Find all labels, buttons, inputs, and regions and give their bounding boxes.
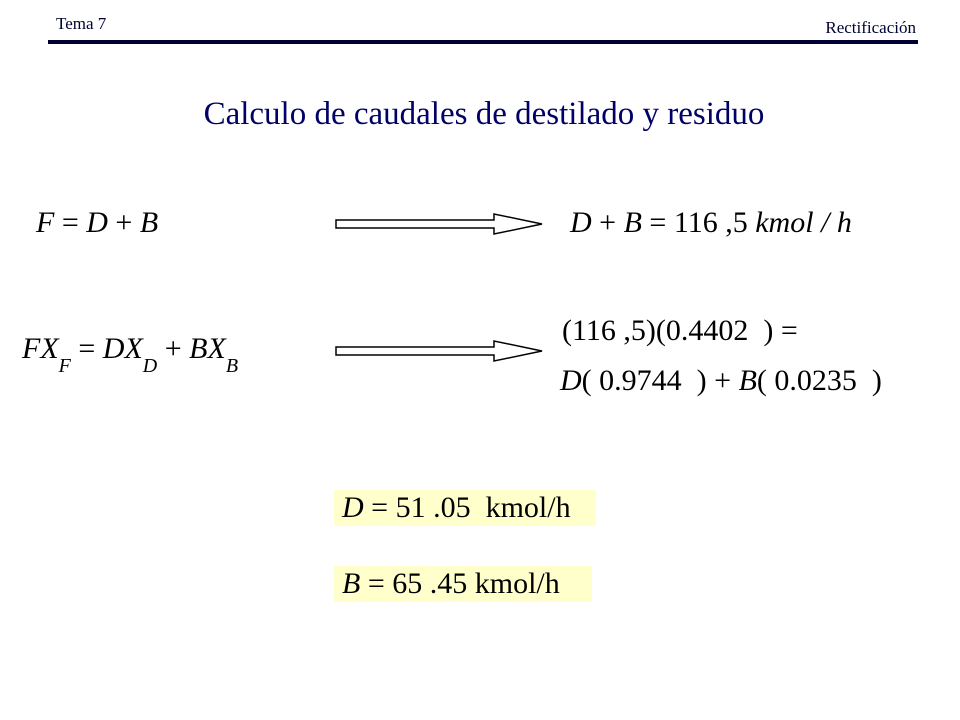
plus-sign: +	[599, 206, 617, 239]
result-D-var: D	[342, 491, 364, 524]
slide-title: Calculo de caudales de destilado y residuo	[203, 96, 765, 132]
component-balance-equation	[22, 332, 238, 378]
var-B: B	[623, 206, 642, 239]
component-result-line1: (116 ,5)(0.4402 ) =	[562, 314, 798, 347]
plus-sign: +	[164, 332, 182, 365]
subscript-D: D	[142, 355, 158, 377]
term-1: ( 0.9744 ) +	[581, 364, 739, 397]
result-B-value: = 65 .45 kmol/h	[360, 567, 560, 600]
subscript-F: F	[58, 355, 71, 377]
header-section: Rectificación	[825, 18, 916, 37]
result-D-box	[334, 490, 596, 526]
var-D: D	[560, 364, 582, 397]
header-topic: Tema 7	[56, 14, 107, 33]
var-BX: BX	[189, 332, 226, 365]
equals-sign: =	[61, 206, 79, 239]
result-B-var: B	[342, 567, 361, 600]
var-B: B	[139, 206, 159, 239]
var-DX: DX	[102, 332, 143, 365]
plus-sign: +	[115, 206, 133, 239]
mass-balance-result	[570, 206, 852, 240]
result-D-value: = 51 .05 kmol/h	[363, 491, 571, 524]
result-B-box	[334, 566, 592, 602]
mass-balance-equation	[36, 206, 158, 240]
var-F: F	[36, 206, 55, 239]
right-arrow-icon	[334, 339, 546, 363]
subscript-B: B	[225, 355, 239, 377]
var-D: D	[86, 206, 108, 239]
component-result-line2	[560, 364, 882, 398]
flow-value: = 116 ,5	[649, 206, 748, 239]
unit-kmol: kmol	[755, 206, 814, 239]
var-B: B	[738, 364, 757, 397]
equals-sign: =	[78, 332, 96, 365]
right-arrow-icon	[334, 212, 546, 236]
header-rule	[48, 40, 918, 44]
var-D: D	[570, 206, 592, 239]
unit-per-hour: / h	[821, 206, 852, 239]
term-2: ( 0.0235 )	[756, 364, 882, 397]
var-FX: FX	[22, 332, 59, 365]
